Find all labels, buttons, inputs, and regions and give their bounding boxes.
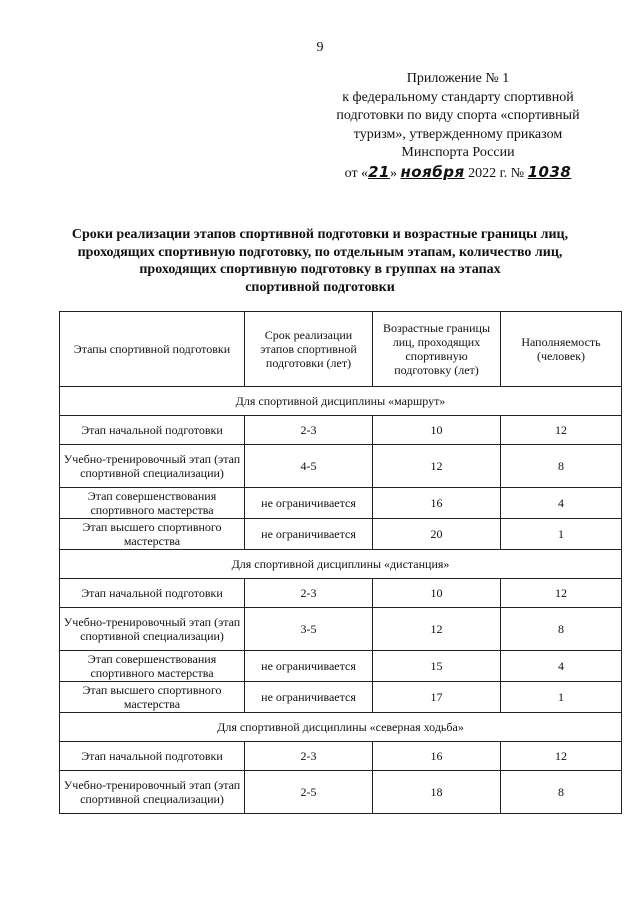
appendix-line: туризм», утвержденному приказом [353,126,563,142]
cell-count: 1 [501,682,622,713]
cell-count: 1 [501,519,622,550]
cell-term: 2-3 [245,742,373,771]
cell-age: 17 [373,682,501,713]
header-age: Возрастные границы лиц, проходящих спортивную подготовку (лет) [373,312,501,387]
cell-stage: Этап совершенствования спортивного мастерства [60,651,245,682]
cell-age: 20 [373,519,501,550]
table-row [60,771,622,814]
stages-table [59,311,622,814]
cell-age: 10 [373,416,501,445]
cell-term: не ограничивается [245,519,373,550]
cell-term: не ограничивается [245,651,373,682]
cell-term: 3-5 [245,608,373,651]
cell-term: 2-3 [245,416,373,445]
cell-count: 8 [501,445,622,488]
table-row [60,651,622,682]
cell-stage: Этап начальной подготовки [60,742,245,771]
cell-stage: Учебно-тренировочный этап (этап спортивной специализации) [60,445,245,488]
cell-count: 8 [501,608,622,651]
cell-term: не ограничивается [245,488,373,519]
document-title [30,226,610,296]
cell-stage: Этап начальной подготовки [60,416,245,445]
header-term: Срок реализации этапов спортивной подготовки (лет) [245,312,373,387]
section-title: Для спортивной дисциплины «северная ходьба» [60,713,622,742]
appendix-line: Минспорта России [401,145,515,160]
header-count: Наполняемость (человек) [501,312,622,387]
cell-stage: Этап высшего спортивного мастерства [60,519,245,550]
cell-count: 12 [501,416,622,445]
section-row [60,713,622,742]
cell-term: 2-3 [245,579,373,608]
appendix-line: подготовки по виду спорта «спортивный [336,108,580,123]
title-line: Сроки реализации этапов спортивной подготовки и возрастные границы лиц, [71,227,569,242]
table-row [60,682,622,713]
section-row [60,550,622,579]
cell-age: 16 [373,488,501,519]
title-line: проходящих спортивную подготовку, по отдельным этапам, количество лиц, [77,244,563,260]
cell-stage: Этап высшего спортивного мастерства [60,682,245,713]
cell-count: 4 [501,651,622,682]
table-row [60,519,622,550]
cell-term: не ограничивается [245,682,373,713]
appendix-line: к федеральному стандарту спортивной [342,89,574,105]
order-day: 21 [368,162,390,181]
table-row [60,416,622,445]
cell-count: 12 [501,742,622,771]
table-row [60,608,622,651]
title-line: спортивной подготовки [245,279,395,295]
cell-stage: Учебно-тренировочный этап (этап спортивной специализации) [60,771,245,814]
cell-age: 18 [373,771,501,814]
appendix-header [318,70,598,183]
table-row [60,488,622,519]
cell-count: 4 [501,488,622,519]
section-title: Для спортивной дисциплины «дистанция» [60,550,622,579]
appendix-line: Приложение № 1 [406,71,510,86]
table-row [60,579,622,608]
order-date-line [318,163,598,184]
header-stage: Этапы спортивной подготовки [60,312,245,387]
cell-stage: Учебно-тренировочный этап (этап спортивной специализации) [60,608,245,651]
page-number: 9 [316,40,324,55]
cell-count: 12 [501,579,622,608]
cell-age: 12 [373,608,501,651]
table-row [60,445,622,488]
title-line: проходящих спортивную подготовку в группах на этапах [139,262,501,277]
order-year: 2022 г. № [464,165,528,181]
cell-age: 12 [373,445,501,488]
order-month: ноября [400,162,465,181]
cell-stage: Этап начальной подготовки [60,579,245,608]
section-row [60,387,622,416]
cell-age: 15 [373,651,501,682]
date-mid: » [389,165,401,181]
cell-term: 4-5 [245,445,373,488]
cell-stage: Этап совершенствования спортивного мастерства [60,488,245,519]
cell-age: 16 [373,742,501,771]
section-title: Для спортивной дисциплины «маршрут» [60,387,622,416]
table-row [60,742,622,771]
table-header-row [60,312,622,387]
date-prefix: от « [344,165,369,181]
cell-count: 8 [501,771,622,814]
order-number: 1038 [527,162,572,181]
cell-term: 2-5 [245,771,373,814]
cell-age: 10 [373,579,501,608]
